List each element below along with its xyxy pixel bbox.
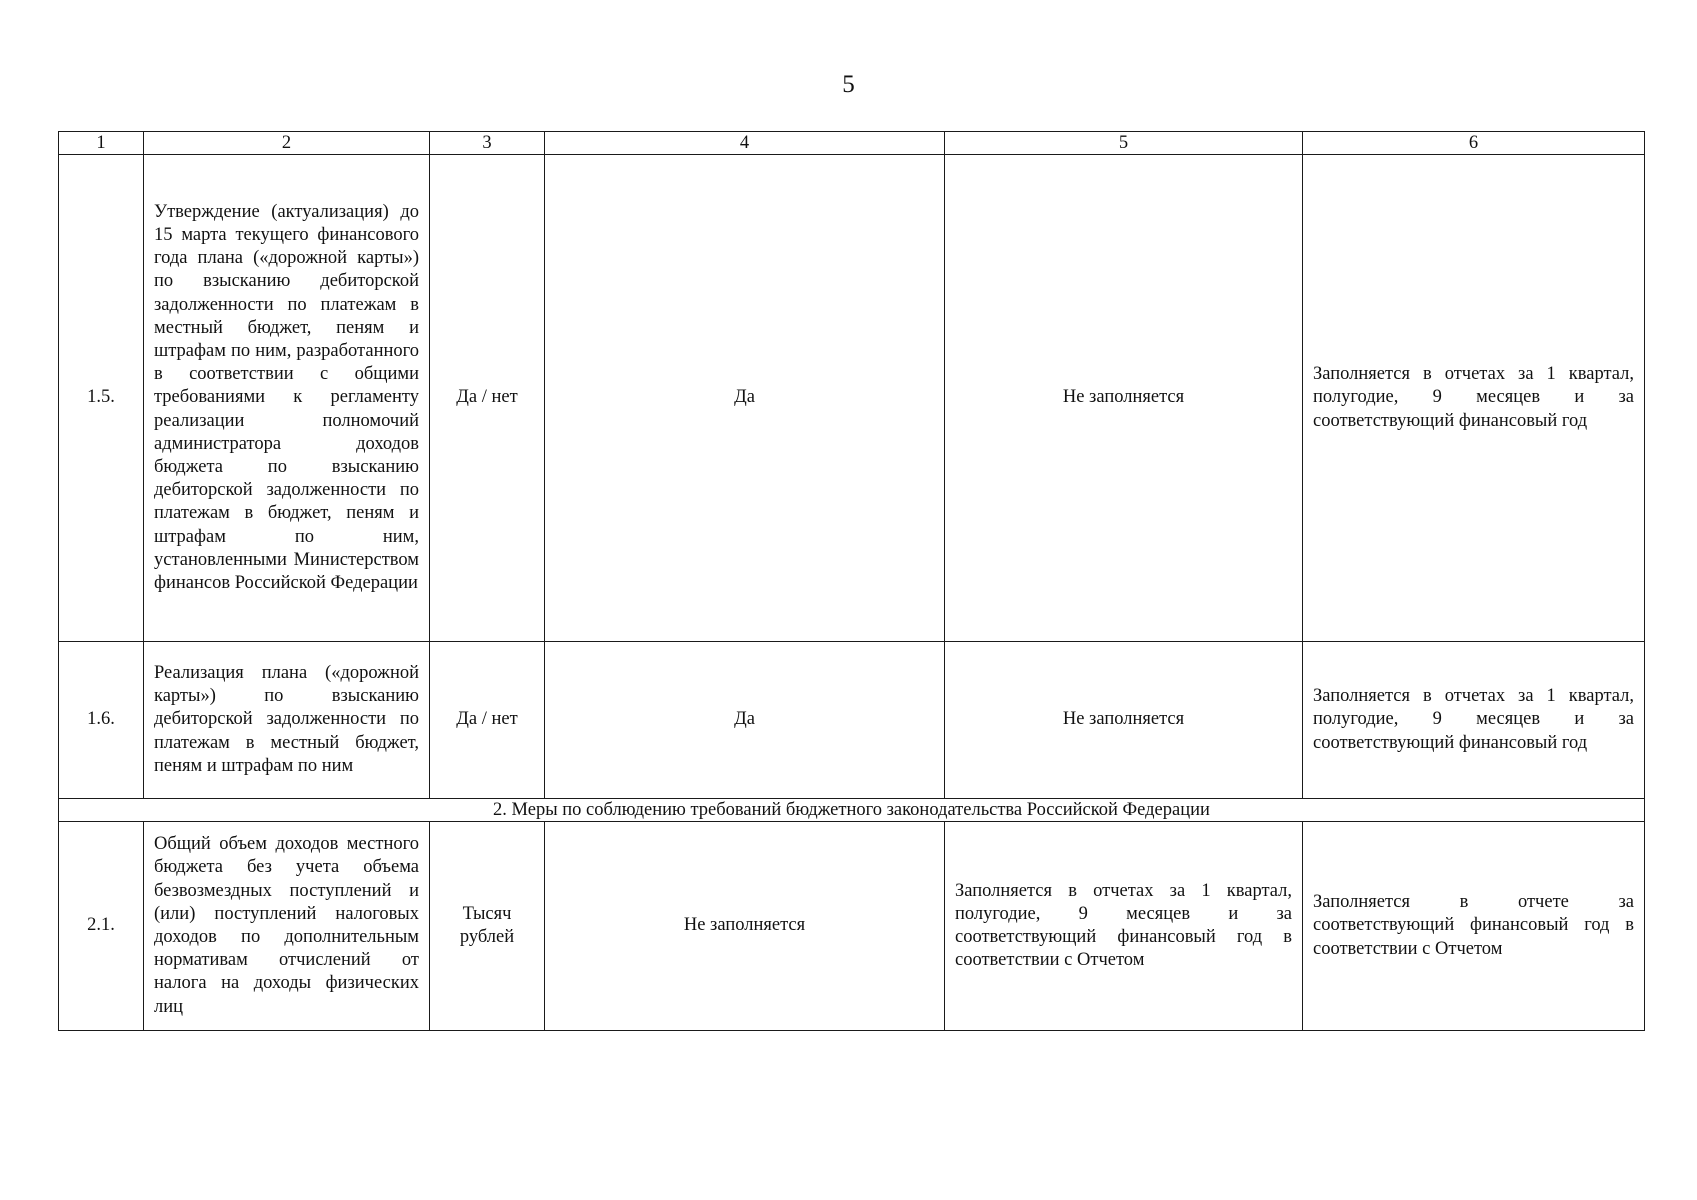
row-number: 2.1.: [59, 822, 144, 1031]
value-column-6: Заполняется в отчете за соответствующий финансовый год в соответствии с Отчетом: [1303, 822, 1645, 1031]
measures-table: [58, 131, 1645, 1031]
table-row: [59, 155, 1645, 642]
indicator-name: Общий объем доходов местного бюджета без учета объема безвозмездных поступлений и (или) поступлений налоговых доходов по дополнительным нормативам отчислений от налога на доходы физических лиц: [144, 822, 430, 1031]
unit-of-measure: Да / нет: [430, 155, 545, 642]
unit-of-measure: Да / нет: [430, 642, 545, 799]
value-column-4: Да: [545, 642, 945, 799]
indicator-name: Утверждение (актуализация) до 15 марта текущего финансового года плана («дорожной карты») по взысканию дебиторской задолженности по платежам в местный бюджет, пеням и штрафам по ним, разработанного в соответствии с общими требованиями к регламенту реализации полномочий администратора доходов бюджета по взысканию дебиторской задолженности по платежам в бюджет, пеням и штрафам по ним, установленными Министерством финансов Российской Федерации: [144, 155, 430, 642]
column-numbers-row: [59, 132, 1645, 155]
column-number-3: 3: [430, 132, 545, 155]
value-column-5: Не заполняется: [945, 642, 1303, 799]
row-number: 1.6.: [59, 642, 144, 799]
value-column-5: Заполняется в отчетах за 1 квартал, полугодие, 9 месяцев и за соответствующий финансовый год в соответствии с Отчетом: [945, 822, 1303, 1031]
value-column-4: Не заполняется: [545, 822, 945, 1031]
section-title: 2. Меры по соблюдению требований бюджетного законодательства Российской Федерации: [59, 799, 1645, 822]
column-number-2: 2: [144, 132, 430, 155]
column-number-1: 1: [59, 132, 144, 155]
column-number-4: 4: [545, 132, 945, 155]
table-row: [59, 642, 1645, 799]
page-number: 5: [842, 71, 855, 98]
unit-of-measure: Тысяч рублей: [430, 822, 545, 1031]
value-column-6: Заполняется в отчетах за 1 квартал, полугодие, 9 месяцев и за соответствующий финансовый год: [1303, 642, 1645, 799]
value-column-4: Да: [545, 155, 945, 642]
column-number-5: 5: [945, 132, 1303, 155]
value-column-6: Заполняется в отчетах за 1 квартал, полугодие, 9 месяцев и за соответствующий финансовый год: [1303, 155, 1645, 642]
row-number: 1.5.: [59, 155, 144, 642]
column-number-6: 6: [1303, 132, 1645, 155]
indicator-name: Реализация плана («дорожной карты») по взысканию дебиторской задолженности по платежам в местный бюджет, пеням и штрафам по ним: [144, 642, 430, 799]
value-column-5: Не заполняется: [945, 155, 1303, 642]
table-row: [59, 822, 1645, 1031]
section-header-row: [59, 799, 1645, 822]
